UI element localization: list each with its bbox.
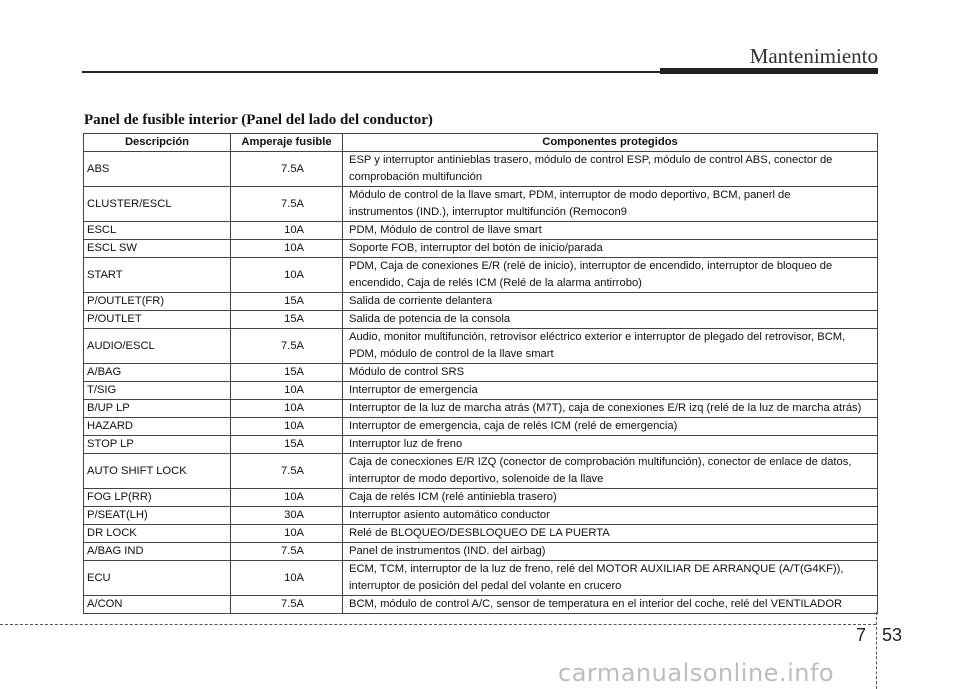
fuse-description: ESCL SW [84, 240, 231, 258]
fuse-amperage: 30A [231, 507, 343, 525]
fuse-components [343, 311, 878, 329]
component-line: comprobación multifunción [349, 171, 483, 183]
fuse-amperage: 10A [231, 258, 343, 293]
table-row [84, 436, 878, 454]
fuse-amperage: 7.5A [231, 329, 343, 364]
fuse-components [343, 382, 878, 400]
footer-divider [876, 612, 877, 689]
table-row [84, 152, 878, 187]
fuse-amperage: 15A [231, 436, 343, 454]
component-line: Caja de conecxiones E/R IZQ (conector de comprobación multifunción), conector de enlace de datos, [349, 456, 852, 468]
header-rule [82, 71, 660, 73]
fuse-amperage: 10A [231, 561, 343, 596]
fuse-description: AUDIO/ESCL [84, 329, 231, 364]
fuse-components [343, 222, 878, 240]
fuse-amperage: 15A [231, 364, 343, 382]
table-row [84, 240, 878, 258]
component-line: Interruptor asiento automático conductor [349, 509, 550, 521]
component-line: Salida de corriente delantera [349, 295, 493, 307]
fuse-description: ESCL [84, 222, 231, 240]
component-line: PDM, Módulo de control de llave smart [349, 224, 542, 236]
table-row [84, 222, 878, 240]
fuse-components [343, 543, 878, 561]
table-row [84, 258, 878, 293]
component-line: Soporte FOB, interruptor del botón de inicio/parada [349, 242, 603, 254]
column-header-components: Componentes protegidos [343, 134, 878, 152]
component-line: Salida de potencia de la consola [349, 313, 511, 325]
fuse-description: CLUSTER/ESCL [84, 187, 231, 222]
column-header-description: Descripción [84, 134, 231, 152]
fuse-components [343, 525, 878, 543]
fuse-components [343, 418, 878, 436]
table-header-row [84, 134, 878, 152]
component-line: BCM, módulo de control A/C, sensor de temperatura en el interior del coche, relé del VENTILADOR [349, 598, 843, 610]
fuse-description: ECU [84, 561, 231, 596]
component-line: Interruptor de la luz de marcha atrás (M7T), caja de conexiones E/R izq (relé de la luz de marcha atrás) [349, 402, 862, 414]
fuse-description: A/BAG [84, 364, 231, 382]
watermark-text: carmanualsonline.info [558, 659, 835, 687]
fuse-amperage: 10A [231, 240, 343, 258]
fuse-amperage: 10A [231, 418, 343, 436]
fuse-amperage: 10A [231, 400, 343, 418]
table-row [84, 454, 878, 489]
fuse-components [343, 454, 878, 489]
fuse-description: T/SIG [84, 382, 231, 400]
fuse-amperage: 7.5A [231, 454, 343, 489]
fuse-amperage: 10A [231, 525, 343, 543]
table-row [84, 543, 878, 561]
table-row [84, 525, 878, 543]
fuse-components [343, 507, 878, 525]
component-line: PDM, módulo de control de la llave smart [349, 348, 554, 360]
component-line: ECM, TCM, interruptor de la luz de freno, relé del MOTOR AUXILIAR DE ARRANQUE (A/T(G4KF)), [349, 563, 844, 575]
fuse-amperage: 10A [231, 489, 343, 507]
fuse-components [343, 561, 878, 596]
component-line: Relé de BLOQUEO/DESBLOQUEO DE LA PUERTA [349, 527, 610, 539]
table-row [84, 329, 878, 364]
fuse-table [83, 133, 878, 614]
fuse-description: DR LOCK [84, 525, 231, 543]
fuse-components [343, 489, 878, 507]
fuse-components [343, 152, 878, 187]
fuse-description: START [84, 258, 231, 293]
table-row [84, 382, 878, 400]
fuse-components [343, 240, 878, 258]
component-line: Interruptor luz de freno [349, 438, 463, 450]
table-row [84, 489, 878, 507]
table-row [84, 418, 878, 436]
fuse-description: ABS [84, 152, 231, 187]
fuse-description: A/CON [84, 596, 231, 614]
component-line: Audio, monitor multifunción, retrovisor eléctrico exterior e interruptor de plegado del retrovisor, BCM, [349, 331, 846, 343]
table-row [84, 293, 878, 311]
fuse-components [343, 596, 878, 614]
component-line: Panel de instrumentos (IND. del airbag) [349, 545, 546, 557]
fuse-amperage: 10A [231, 382, 343, 400]
fuse-amperage: 7.5A [231, 596, 343, 614]
component-line: Módulo de control SRS [349, 366, 465, 378]
fuse-table-body [84, 152, 878, 614]
component-line: encendido, Caja de relés ICM (Relé de la alarma antirrobo) [349, 277, 642, 289]
fuse-amperage: 7.5A [231, 152, 343, 187]
component-line: instrumentos (IND.), interruptor multifunción (Remocon9 [349, 206, 627, 218]
component-line: PDM, Caja de conexiones E/R (relé de inicio), interruptor de encendido, interruptor de bloqueo de [349, 260, 833, 272]
chapter-number: 7 [856, 625, 867, 645]
component-line: interruptor de posición del pedal del volante en crucero [349, 580, 622, 592]
page-header-title: Mantenimiento [749, 44, 878, 68]
fuse-description: B/UP LP [84, 400, 231, 418]
fuse-amperage: 15A [231, 293, 343, 311]
component-line: ESP y interruptor antinieblas trasero, módulo de control ESP, módulo de control ABS, conector de [349, 154, 833, 166]
column-header-amperage: Amperaje fusible [231, 134, 343, 152]
section-heading: Panel de fusible interior (Panel del lado del conductor) [84, 112, 433, 128]
table-row [84, 507, 878, 525]
table-row [84, 596, 878, 614]
component-line: Interruptor de emergencia [349, 384, 478, 396]
fuse-amperage: 15A [231, 311, 343, 329]
fuse-description: P/OUTLET(FR) [84, 293, 231, 311]
fuse-description: A/BAG IND [84, 543, 231, 561]
fuse-components [343, 187, 878, 222]
fuse-description: STOP LP [84, 436, 231, 454]
fuse-components [343, 293, 878, 311]
fuse-components [343, 364, 878, 382]
fuse-description: FOG LP(RR) [84, 489, 231, 507]
header-rule-accent [660, 68, 878, 74]
fuse-description: AUTO SHIFT LOCK [84, 454, 231, 489]
fuse-amperage: 7.5A [231, 187, 343, 222]
fuse-components [343, 258, 878, 293]
component-line: Caja de relés ICM (relé antiniebla trasero) [349, 491, 557, 503]
fuse-components [343, 436, 878, 454]
component-line: Interruptor de emergencia, caja de relés ICM (relé de emergencia) [349, 420, 678, 432]
fuse-components [343, 400, 878, 418]
table-row [84, 364, 878, 382]
fuse-amperage: 7.5A [231, 543, 343, 561]
table-row [84, 187, 878, 222]
table-row [84, 561, 878, 596]
fuse-description: P/SEAT(LH) [84, 507, 231, 525]
table-row [84, 311, 878, 329]
component-line: Módulo de control de la llave smart, PDM, interruptor de modo deportivo, BCM, panerl de [349, 189, 791, 201]
footer-rule [0, 624, 876, 625]
fuse-description: HAZARD [84, 418, 231, 436]
component-line: interruptor de modo deportivo, solenoide de la llave [349, 473, 604, 485]
fuse-components [343, 329, 878, 364]
fuse-amperage: 10A [231, 222, 343, 240]
table-row [84, 400, 878, 418]
page-number: 53 [882, 625, 903, 645]
fuse-description: P/OUTLET [84, 311, 231, 329]
